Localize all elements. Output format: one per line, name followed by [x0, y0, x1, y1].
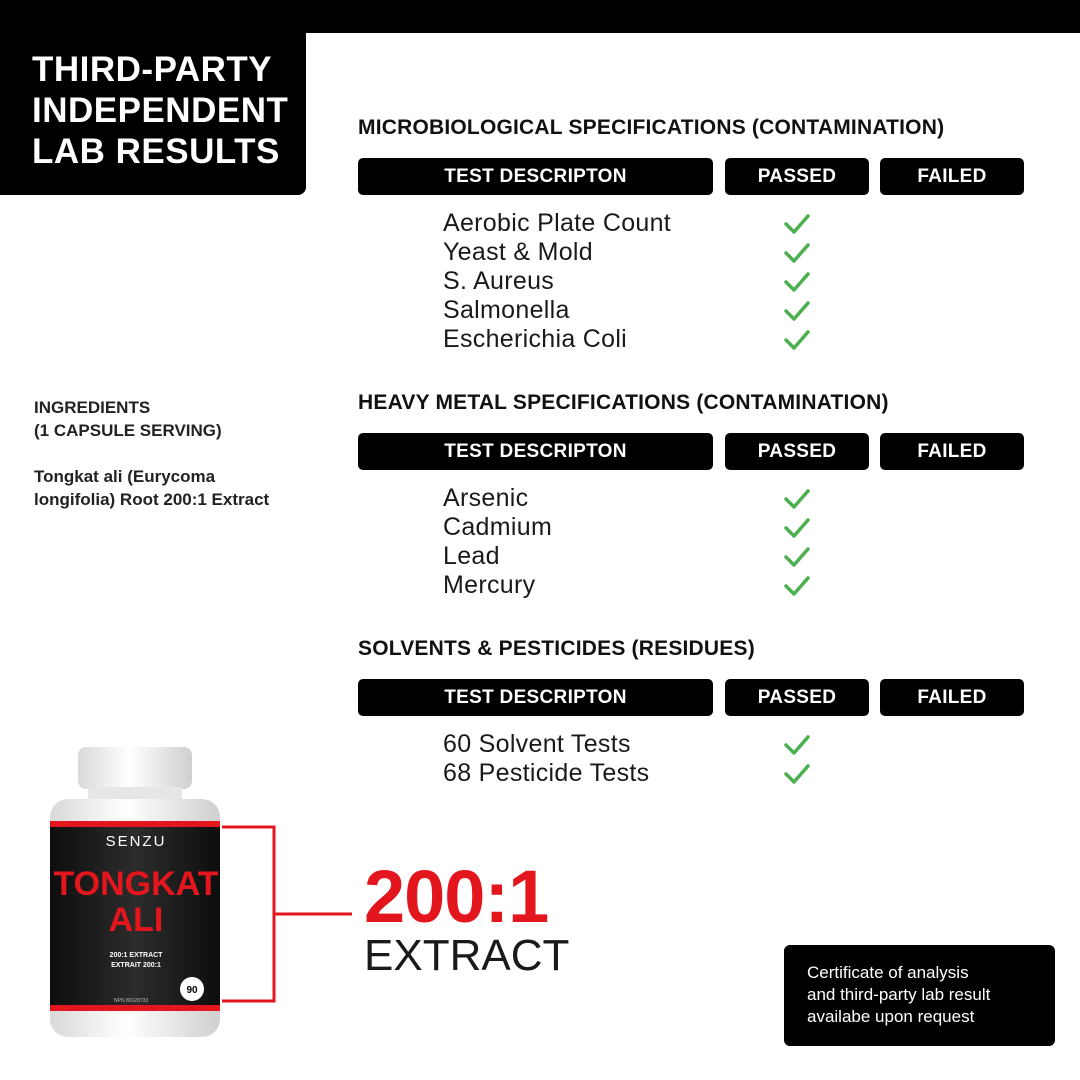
certificate-note	[784, 945, 1055, 1046]
checkmark-icon	[783, 299, 811, 323]
product-bottle-image	[48, 745, 223, 1040]
top-bar	[0, 0, 1080, 33]
bottle-brand: SENZU	[105, 833, 167, 850]
bottle-label-bottom-stripe	[50, 1005, 220, 1011]
checkmark-icon	[783, 733, 811, 757]
checkmark-icon	[783, 762, 811, 786]
column-header-passed: PASSED	[725, 679, 869, 716]
column-header-failed: FAILED	[880, 679, 1024, 716]
page-title-line: INDEPENDENT	[32, 91, 289, 130]
test-name: S. Aureus	[443, 267, 555, 295]
bottle-product-name: ALI	[108, 901, 164, 939]
page-title-line: THIRD-PARTY	[32, 50, 273, 89]
test-name: Aerobic Plate Count	[443, 209, 672, 237]
bracket-connector	[222, 825, 352, 1005]
checkmark-icon	[783, 212, 811, 236]
checkmark-icon	[783, 328, 811, 352]
test-name: 60 Solvent Tests	[443, 730, 631, 758]
checkmark-icon	[783, 241, 811, 265]
test-row	[443, 542, 843, 571]
test-name: 68 Pesticide Tests	[443, 759, 650, 787]
test-row	[443, 209, 843, 238]
page-title-box	[0, 33, 306, 195]
ingredients-serving: (1 CAPSULE SERVING)	[34, 421, 222, 440]
bottle-subtitle: EXTRAIT 200:1	[111, 962, 161, 969]
bottle-label-top-stripe	[50, 821, 220, 827]
certificate-line: availabe upon request	[807, 1007, 975, 1026]
section-title-heavy-metal: HEAVY METAL SPECIFICATIONS (CONTAMINATION)	[358, 391, 889, 414]
bottle-npn: NPN 80128733	[114, 998, 149, 1004]
extract-ratio: 200:1	[364, 855, 549, 938]
test-name: Lead	[443, 542, 500, 570]
test-row	[443, 513, 843, 542]
bottle-product-name: TONGKAT	[53, 865, 219, 903]
checkmark-icon	[783, 516, 811, 540]
column-header-failed: FAILED	[880, 433, 1024, 470]
test-row	[443, 484, 843, 513]
test-name: Escherichia Coli	[443, 325, 628, 353]
section-title-microbiological: MICROBIOLOGICAL SPECIFICATIONS (CONTAMINATION)	[358, 116, 945, 139]
section-title-solvents: SOLVENTS & PESTICIDES (RESIDUES)	[358, 637, 755, 660]
column-header-description: TEST DESCRIPTON	[358, 433, 713, 470]
page-title-line: LAB RESULTS	[32, 132, 280, 171]
test-name: Cadmium	[443, 513, 553, 541]
checkmark-icon	[783, 270, 811, 294]
test-name: Salmonella	[443, 296, 570, 324]
column-header-failed: FAILED	[880, 158, 1024, 195]
checkmark-icon	[783, 487, 811, 511]
checkmark-icon	[783, 545, 811, 569]
ingredients-heading: INGREDIENTS	[34, 398, 151, 417]
bottle-cap	[78, 747, 192, 789]
test-name: Mercury	[443, 571, 536, 599]
test-row	[443, 238, 843, 267]
ingredient-item: longifolia) Root 200:1 Extract	[34, 490, 270, 509]
checkmark-icon	[783, 574, 811, 598]
bottle-neck	[88, 787, 182, 801]
extract-label: EXTRACT	[364, 931, 570, 980]
column-header-description: TEST DESCRIPTON	[358, 679, 713, 716]
test-row	[443, 759, 843, 788]
test-name: Yeast & Mold	[443, 238, 593, 266]
test-row	[443, 325, 843, 354]
bottle-subtitle: 200:1 EXTRACT	[109, 952, 163, 959]
column-header-passed: PASSED	[725, 433, 869, 470]
test-row	[443, 571, 843, 600]
test-name: Arsenic	[443, 484, 529, 512]
certificate-line: and third-party lab result	[807, 985, 991, 1004]
column-header-passed: PASSED	[725, 158, 869, 195]
column-header-description: TEST DESCRIPTON	[358, 158, 713, 195]
bottle-count: 90	[186, 985, 198, 996]
test-row	[443, 730, 843, 759]
test-row	[443, 296, 843, 325]
ingredient-item: Tongkat ali (Eurycoma	[34, 467, 216, 486]
test-row	[443, 267, 843, 296]
certificate-line: Certificate of analysis	[807, 963, 969, 982]
